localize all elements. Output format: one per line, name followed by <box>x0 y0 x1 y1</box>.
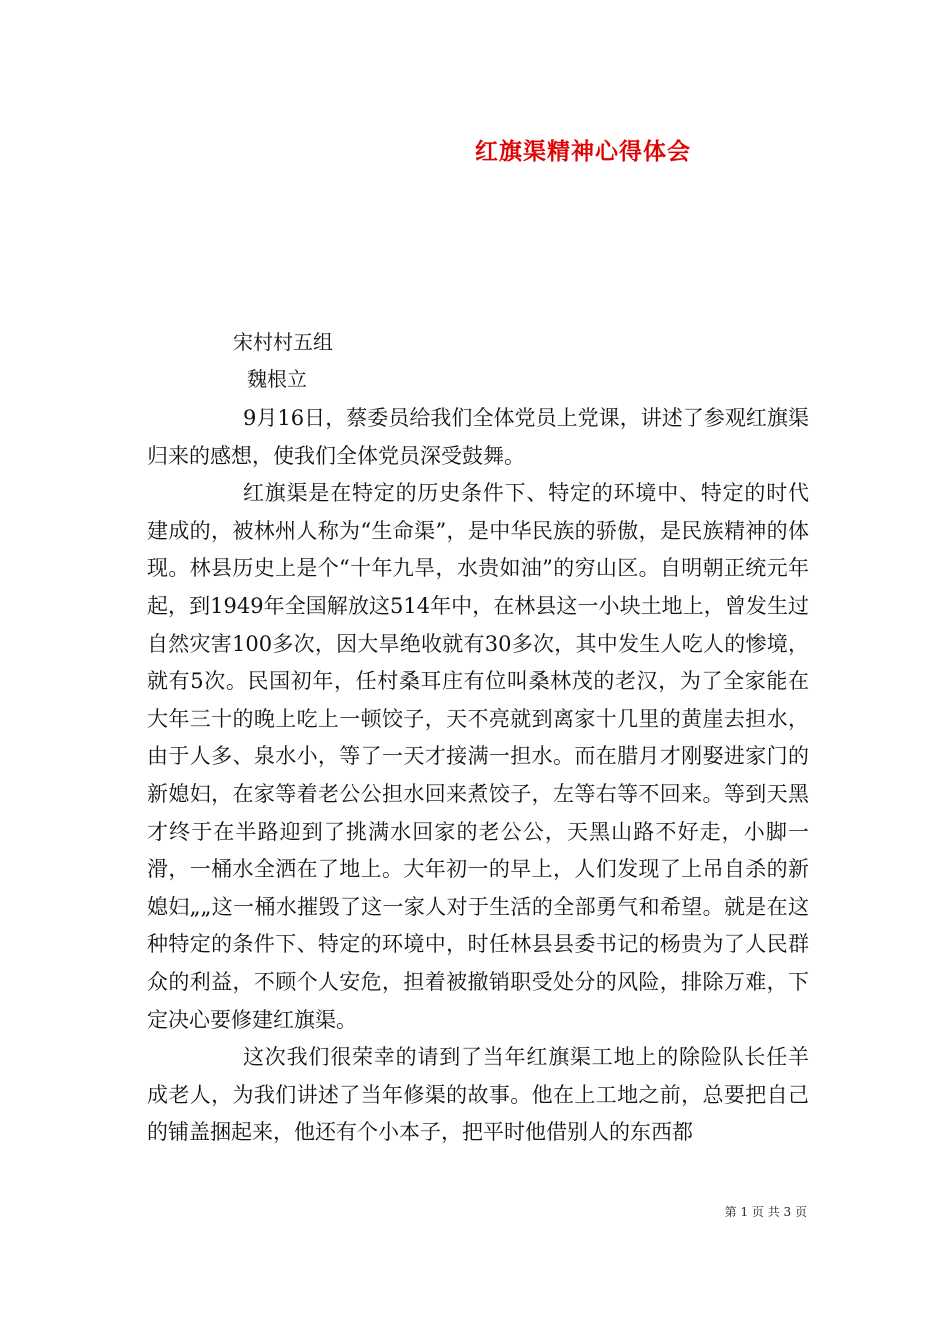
author-line: 魏根立 <box>247 367 307 391</box>
paragraph-1: 9月16日，蔡委员给我们全体党员上党课，讲述了参观红旗渠归来的感想，使我们全体党员深受鼓舞。 <box>147 406 809 468</box>
paragraph-2: 红旗渠是在特定的历史条件下、特定的环境中、特定的时代建成的，被林州人称为“生命渠”，是中华民族的骄傲，是民族精神的体现。林县历史上是个“十年九旱，水贵如油”的穷山区。自明朝正统元年起，到1949年全国解放这514年中，在林县这一小块土地上，曾发生过自然灾害100多次，因大旱绝收就有30多次，其中发生人吃人的惨境，就有5次。民国初年，任村桑耳庄有位叫桑林茂的老汉，为了全家能在大年三十的晚上吃上一顿饺子，天不亮就到离家十几里的黄崖去担水，由于人多、泉水小，等了一天才接满一担水。而在腊月才刚娶进家门的新媳妇，在家等着老公公担水回来煮饺子，左等右等不回来。等到天黑才终于在半路迎到了挑满水回家的老公公，天黑山路不好走，小脚一滑，一桶水全洒在了地上。大年初一的早上，人们发现了上吊自杀的新媳妇„„这一桶水摧毁了这一家人对于生活的全部勇气和希望。就是在这种特定的条件下、特定的环境中，时任林县县委书记的杨贵为了人民群众的利益，不顾个人安危，担着被撤销职受处分的风险，排除万难，下定决心要修建红旗渠。 <box>147 481 809 1032</box>
document-body <box>147 400 809 1152</box>
village-line: 宋村村五组 <box>233 330 333 354</box>
document-title: 红旗渠精神心得体会 <box>475 139 691 165</box>
paragraph-3: 这次我们很荣幸的请到了当年红旗渠工地上的除险队长任羊成老人，为我们讲述了当年修渠的故事。他在上工地之前，总要把自己的铺盖捆起来，他还有个小本子，把平时他借别人的东西都 <box>147 1045 809 1145</box>
page-footer: 第 1 页 共 3 页 <box>724 1205 807 1219</box>
